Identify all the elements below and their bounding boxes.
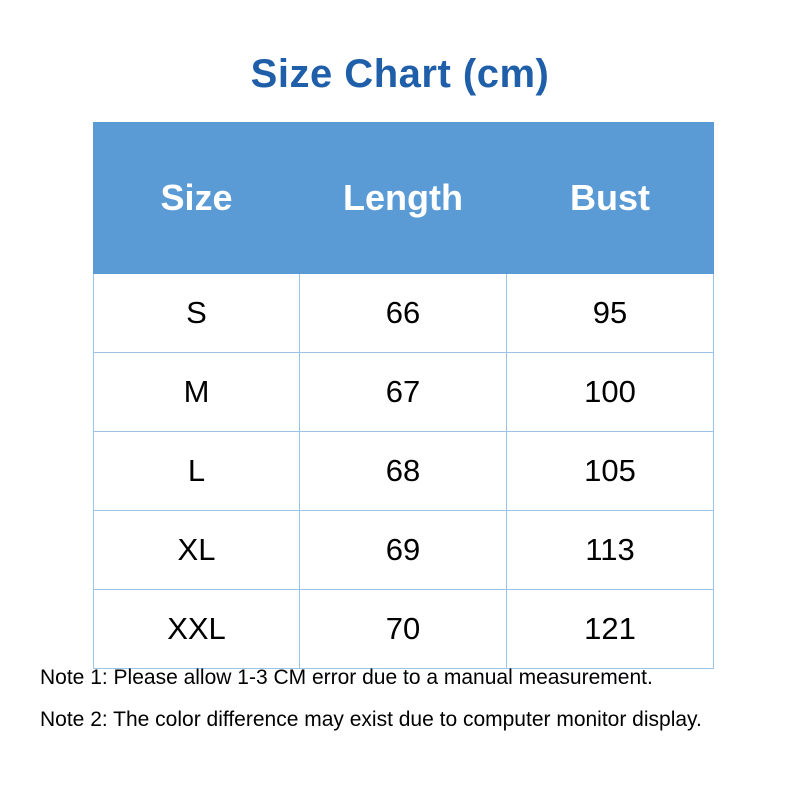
table-header — [94, 123, 714, 274]
table-body — [94, 274, 714, 669]
table-row — [94, 590, 714, 669]
cell-length: 70 — [300, 590, 507, 669]
cell-size: M — [94, 353, 300, 432]
cell-bust: 95 — [507, 274, 714, 353]
table-row — [94, 432, 714, 511]
cell-length: 68 — [300, 432, 507, 511]
table-header-row — [94, 123, 714, 274]
column-header-size: Size — [94, 123, 300, 274]
cell-length: 69 — [300, 511, 507, 590]
note-2: Note 2: The color difference may exist due to computer monitor display. — [40, 707, 702, 731]
cell-length: 67 — [300, 353, 507, 432]
cell-size: L — [94, 432, 300, 511]
cell-length: 66 — [300, 274, 507, 353]
cell-size: XXL — [94, 590, 300, 669]
note-1: Note 1: Please allow 1-3 CM error due to a manual measurement. — [40, 666, 653, 689]
cell-size: XL — [94, 511, 300, 590]
column-header-length: Length — [300, 123, 507, 274]
notes-section — [40, 662, 780, 745]
cell-bust: 105 — [507, 432, 714, 511]
page-title: Size Chart (cm) — [250, 52, 550, 96]
cell-bust: 113 — [507, 511, 714, 590]
cell-bust: 121 — [507, 590, 714, 669]
cell-bust: 100 — [507, 353, 714, 432]
size-table-container — [93, 122, 713, 669]
table-row — [94, 353, 714, 432]
table-row — [94, 511, 714, 590]
size-table — [93, 122, 714, 669]
table-row — [94, 274, 714, 353]
column-header-bust: Bust — [507, 123, 714, 274]
cell-size: S — [94, 274, 300, 353]
